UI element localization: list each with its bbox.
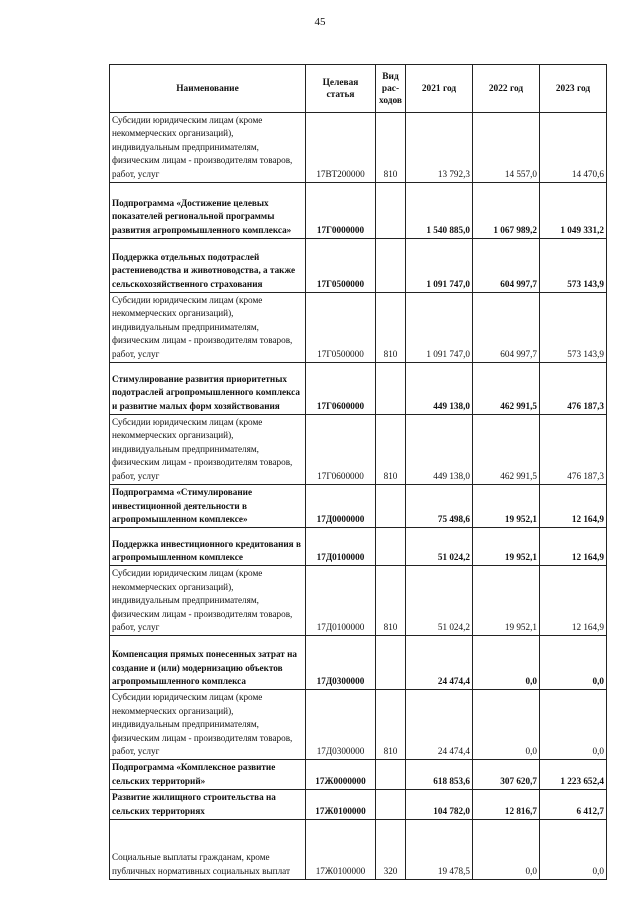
row-2022: 14 557,0 bbox=[473, 113, 540, 183]
table-header-row bbox=[110, 65, 607, 113]
table-row bbox=[110, 363, 607, 415]
row-code: 17Г0600000 bbox=[306, 363, 376, 415]
row-name: Развитие жилищного строительства на сельских территориях bbox=[110, 790, 306, 820]
row-2022: 0,0 bbox=[473, 820, 540, 880]
row-code: 17Д0100000 bbox=[306, 528, 376, 566]
header-name: Наименование bbox=[110, 65, 306, 113]
row-2021: 13 792,3 bbox=[406, 113, 473, 183]
row-2023: 0,0 bbox=[540, 636, 607, 690]
row-code: 17Д0100000 bbox=[306, 566, 376, 636]
row-name: Поддержка отдельных подотраслей растениеводства и животноводства, а также сельскохозяйственного страхования bbox=[110, 239, 306, 293]
table-body bbox=[110, 113, 607, 880]
row-2023: 0,0 bbox=[540, 820, 607, 880]
row-name: Стимулирование развития приоритетных подотраслей агропромышленного комплекса и развитие малых форм хозяйствования bbox=[110, 363, 306, 415]
row-name: Подпрограмма «Комплексное развитие сельских территорий» bbox=[110, 760, 306, 790]
row-2021: 51 024,2 bbox=[406, 566, 473, 636]
row-name: Субсидии юридическим лицам (кроме некоммерческих организаций), индивидуальным предпринимателям, физическим лицам - производителям товаров, работ, услуг bbox=[110, 113, 306, 183]
table-row bbox=[110, 485, 607, 528]
row-2022: 19 952,1 bbox=[473, 485, 540, 528]
row-2023: 1 223 652,4 bbox=[540, 760, 607, 790]
row-code: 17Д0300000 bbox=[306, 690, 376, 760]
row-vr: 810 bbox=[376, 690, 406, 760]
header-2022: 2022 год bbox=[473, 65, 540, 113]
row-2021: 75 498,6 bbox=[406, 485, 473, 528]
row-2021: 449 138,0 bbox=[406, 363, 473, 415]
header-vr: Вид рас-ходов bbox=[376, 65, 406, 113]
row-2021: 51 024,2 bbox=[406, 528, 473, 566]
row-2021: 1 540 885,0 bbox=[406, 183, 473, 239]
row-code: 17Г0500000 bbox=[306, 239, 376, 293]
row-vr bbox=[376, 363, 406, 415]
row-vr: 320 bbox=[376, 820, 406, 880]
table-row bbox=[110, 113, 607, 183]
row-vr bbox=[376, 636, 406, 690]
row-2022: 462 991,5 bbox=[473, 363, 540, 415]
row-vr bbox=[376, 183, 406, 239]
row-vr: 810 bbox=[376, 113, 406, 183]
table-row bbox=[110, 690, 607, 760]
row-code: 17Ж0100000 bbox=[306, 820, 376, 880]
row-2021: 19 478,5 bbox=[406, 820, 473, 880]
row-2022: 0,0 bbox=[473, 690, 540, 760]
row-2023: 1 049 331,2 bbox=[540, 183, 607, 239]
row-2022: 1 067 989,2 bbox=[473, 183, 540, 239]
table-row bbox=[110, 415, 607, 485]
row-vr: 810 bbox=[376, 566, 406, 636]
row-vr bbox=[376, 790, 406, 820]
table-row bbox=[110, 293, 607, 363]
row-2021: 618 853,6 bbox=[406, 760, 473, 790]
row-vr bbox=[376, 528, 406, 566]
row-2023: 573 143,9 bbox=[540, 293, 607, 363]
row-code: 17Г0600000 bbox=[306, 415, 376, 485]
row-name: Субсидии юридическим лицам (кроме некоммерческих организаций), индивидуальным предпринимателям, физическим лицам - производителям товаров, работ, услуг bbox=[110, 293, 306, 363]
row-code: 17ВТ200000 bbox=[306, 113, 376, 183]
row-2022: 19 952,1 bbox=[473, 528, 540, 566]
row-2023: 6 412,7 bbox=[540, 790, 607, 820]
row-name: Подпрограмма «Достижение целевых показателей региональной программы развития агропромышленного комплекса» bbox=[110, 183, 306, 239]
budget-table bbox=[109, 64, 607, 880]
row-vr: 810 bbox=[376, 415, 406, 485]
row-2021: 1 091 747,0 bbox=[406, 293, 473, 363]
row-vr bbox=[376, 760, 406, 790]
row-name: Субсидии юридическим лицам (кроме некоммерческих организаций), индивидуальным предпринимателям, физическим лицам - производителям товаров, работ, услуг bbox=[110, 690, 306, 760]
row-2021: 24 474,4 bbox=[406, 636, 473, 690]
row-2022: 307 620,7 bbox=[473, 760, 540, 790]
header-code: Целевая статья bbox=[306, 65, 376, 113]
row-name: Компенсация прямых понесенных затрат на создание и (или) модернизацию объектов агропромышленного комплекса bbox=[110, 636, 306, 690]
page-number: 45 bbox=[314, 16, 326, 28]
header-2021: 2021 год bbox=[406, 65, 473, 113]
row-code: 17Ж0000000 bbox=[306, 760, 376, 790]
row-2023: 12 164,9 bbox=[540, 566, 607, 636]
row-name: Социальные выплаты гражданам, кроме публичных нормативных социальных выплат bbox=[110, 820, 306, 880]
row-2022: 12 816,7 bbox=[473, 790, 540, 820]
table-row bbox=[110, 239, 607, 293]
row-2023: 476 187,3 bbox=[540, 415, 607, 485]
table-row bbox=[110, 820, 607, 880]
table-row bbox=[110, 790, 607, 820]
row-2022: 604 997,7 bbox=[473, 239, 540, 293]
row-code: 17Ж0100000 bbox=[306, 790, 376, 820]
table-row bbox=[110, 183, 607, 239]
row-2021: 1 091 747,0 bbox=[406, 239, 473, 293]
row-2022: 0,0 bbox=[473, 636, 540, 690]
row-2023: 12 164,9 bbox=[540, 528, 607, 566]
row-name: Субсидии юридическим лицам (кроме некоммерческих организаций), индивидуальным предпринимателям, физическим лицам - производителям товаров, работ, услуг bbox=[110, 415, 306, 485]
table-row bbox=[110, 566, 607, 636]
row-code: 17Г0000000 bbox=[306, 183, 376, 239]
table-row bbox=[110, 636, 607, 690]
table-row bbox=[110, 528, 607, 566]
table-row bbox=[110, 760, 607, 790]
row-vr bbox=[376, 485, 406, 528]
header-2023: 2023 год bbox=[540, 65, 607, 113]
row-code: 17Д0300000 bbox=[306, 636, 376, 690]
row-vr: 810 bbox=[376, 293, 406, 363]
row-name: Подпрограмма «Стимулирование инвестиционной деятельности в агропромышленном комплексе» bbox=[110, 485, 306, 528]
row-name: Поддержка инвестиционного кредитования в агропромышленном комплексе bbox=[110, 528, 306, 566]
row-2023: 573 143,9 bbox=[540, 239, 607, 293]
row-code: 17Г0500000 bbox=[306, 293, 376, 363]
row-2023: 12 164,9 bbox=[540, 485, 607, 528]
row-2023: 0,0 bbox=[540, 690, 607, 760]
row-2021: 104 782,0 bbox=[406, 790, 473, 820]
row-2023: 476 187,3 bbox=[540, 363, 607, 415]
row-2022: 19 952,1 bbox=[473, 566, 540, 636]
row-2021: 449 138,0 bbox=[406, 415, 473, 485]
row-2021: 24 474,4 bbox=[406, 690, 473, 760]
row-2022: 604 997,7 bbox=[473, 293, 540, 363]
row-name: Субсидии юридическим лицам (кроме некоммерческих организаций), индивидуальным предпринимателям, физическим лицам - производителям товаров, работ, услуг bbox=[110, 566, 306, 636]
row-2022: 462 991,5 bbox=[473, 415, 540, 485]
row-code: 17Д0000000 bbox=[306, 485, 376, 528]
row-vr bbox=[376, 239, 406, 293]
row-2023: 14 470,6 bbox=[540, 113, 607, 183]
